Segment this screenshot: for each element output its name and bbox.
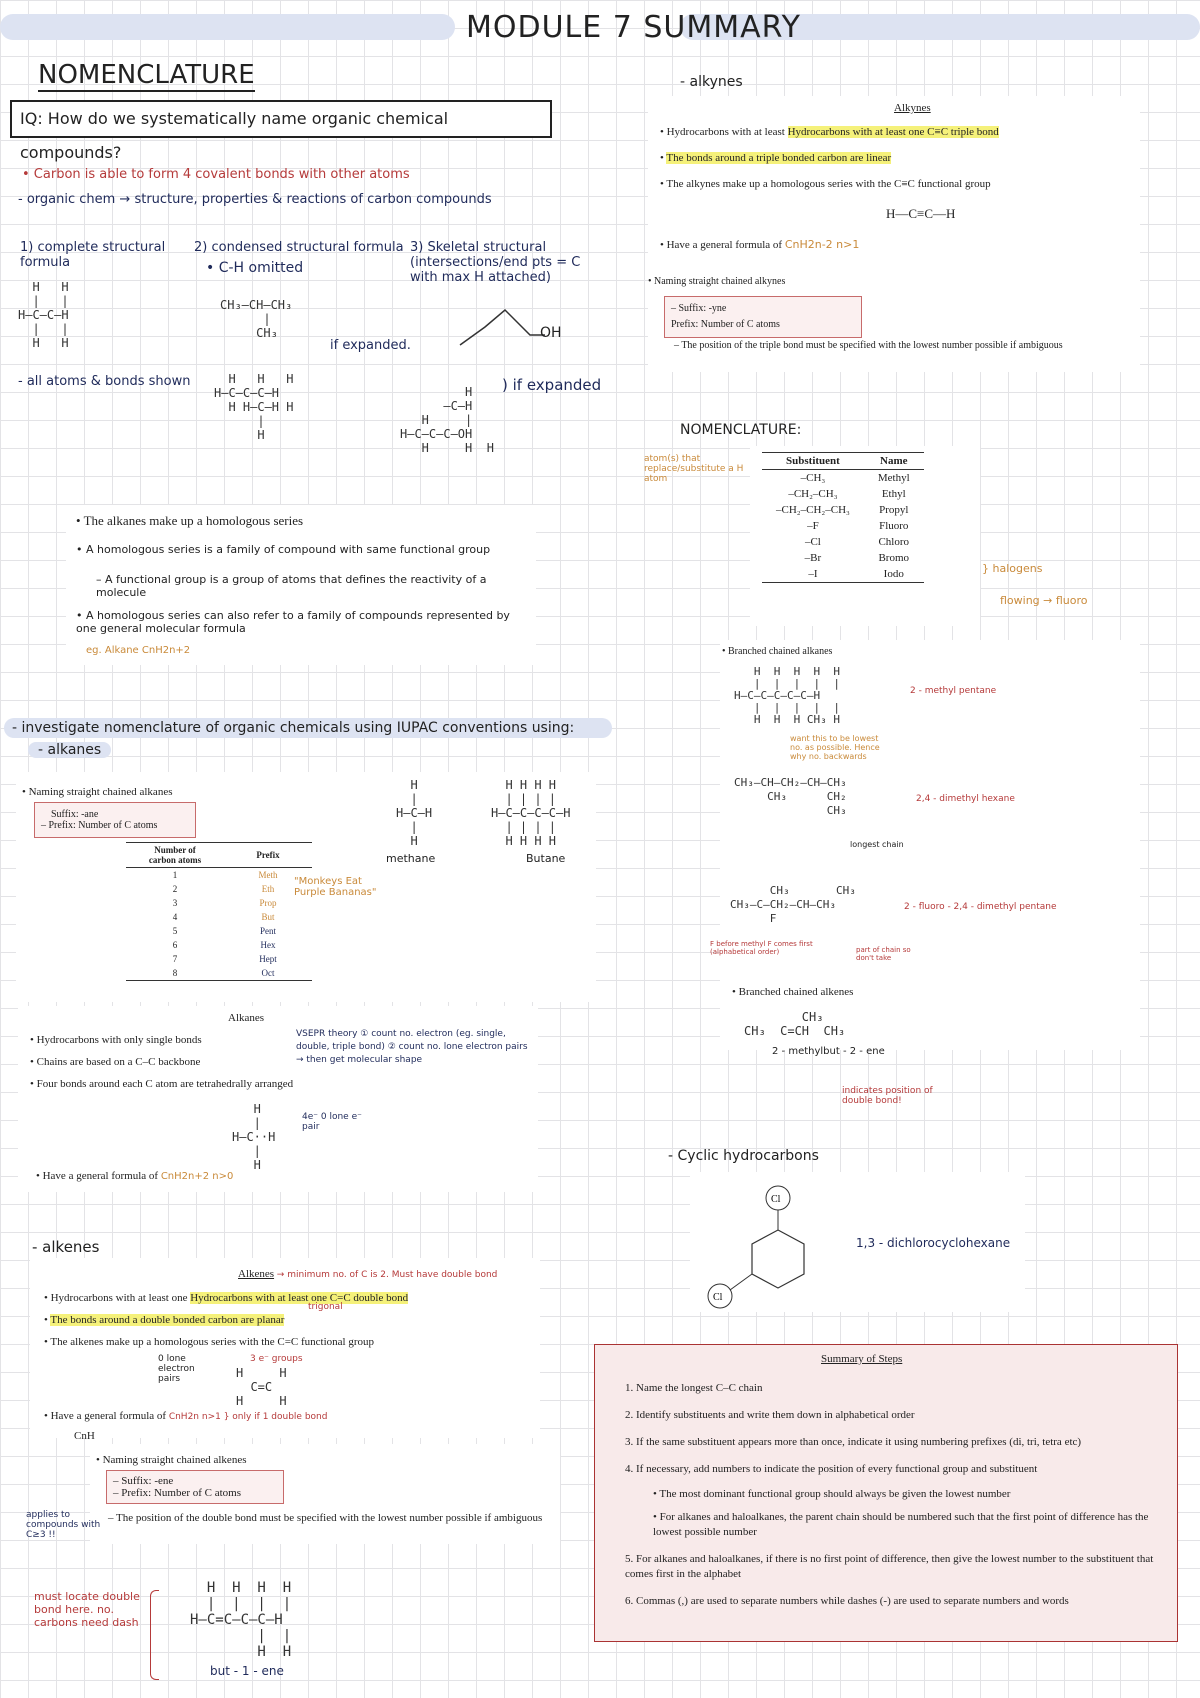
table-cell: –CH₂–CH₂–CH₃: [776, 504, 850, 516]
dichlorocyclohexane-structure: [700, 1180, 830, 1310]
formula2-title: 2) condensed structural formula: [194, 240, 404, 255]
table-cell: Propyl: [879, 504, 909, 516]
branched-card: • Branched chained alkanes H H H H H | | | | | H—C—C—C—C—C—H | | | | | H H H CH₃ H 2 - methyl pentane want this to be lowest no. as possible. Hence why no. backwards CH₃—CH—CH₂—CH—CH₃ CH₃ CH₂ CH₃ 2,4 - dimethyl hexane longest chain CH₃ CH₃ CH₃—C—CH₂—CH—CH₃ F 2 - fluoro - 2,4 - dimethyl pentane F before methyl F comes first (alphabetical order) part of chain so don't take • Branched chained alkenes CH₃ CH₃ C=CH CH₃ 2 - methylbut - 2 - ene: [720, 640, 1140, 1050]
substituent-note: atom(s) that replace/substitute a H atom: [644, 454, 744, 484]
table-cell: –I: [808, 568, 818, 580]
table-cell: 8: [172, 968, 178, 978]
alkyne-prefix: Prefix: Number of C atoms: [671, 319, 780, 330]
table-cell: –CH₃: [800, 472, 826, 484]
prefix-table-header-count: Number of carbon atoms: [148, 845, 202, 865]
halogens-note: } halogens: [982, 562, 1043, 575]
table-cell: 1: [172, 870, 178, 880]
summary-card: Summary of Steps 1. Name the longest C–C chain 2. Identify substituents and write them down in alphabetical order 3. If the same substituent appears more than once, indicate it using numbering prefixes (di, tri, tetra etc) 4. If necessary, add numbers to indicate the position of every functional group and substituent • The most dominant functional group should always be given the lowest number • For alkanes and haloalkanes, the parent chain should be numbered such that the first point of difference has the lowest possible number 5. For alkanes and haloalkanes, if there is no first point of difference, then give the lowest number to the substituent that comes first in the alphabet 6. Commas (,) are used to separate numbers while dashes (-) are used to separate numbers and words: [594, 1344, 1178, 1642]
alkyne-formula: Have a general formula of: [666, 239, 783, 251]
ex3-note-1: F before methyl F comes first (alphabetical order): [710, 940, 813, 956]
alkanes-label: - alkanes: [28, 742, 111, 758]
ex3-note-2: part of chain so don't take: [856, 946, 911, 962]
table-cell: 4: [172, 912, 178, 922]
alkene-formula-hand: CnH2n n>1 } only if 1 double bond: [168, 1412, 328, 1422]
branched-alkenes-title: Branched chained alkenes: [738, 986, 854, 998]
table-cell: Hept: [259, 954, 277, 964]
trigonal-note: trigonal: [308, 1302, 343, 1312]
alkynes-card: Alkynes • Hydrocarbons with at least Hydrocarbons with at least one C≡C triple bond • The bonds around a triple bonded carbon are linear • The alkynes make up a homologous series with the C≡C functional group H—C≡C—H • Have a general formula of CnH2n-2 n>1 • Naming straight chained alkynes – Suffix: -yne Prefix: Number of C atoms – The position of the triple bond must be specified with the lowest number possible if ambiguous: [648, 96, 1140, 372]
branched-alkanes-title: • Branched chained alkanes: [722, 646, 833, 657]
alkene-naming-card: • Naming straight chained alkenes – Suffix: -ene – Prefix: Number of C atoms – The position of the double bond must be specified with the lowest number possible if ambiguous: [90, 1444, 560, 1544]
butane-label: Butane: [526, 852, 566, 865]
summary-title: Summary of Steps: [821, 1353, 903, 1365]
alkane-suffix: Suffix: -ane: [51, 809, 99, 820]
table-cell: Oct: [261, 968, 275, 978]
prefix-table: [126, 842, 312, 981]
alkene-point-1: Hydrocarbons with at least one C=C double bond: [190, 1292, 409, 1304]
homologous-point-4: A homologous series can also refer to a family of compounds represented by one general molecular formula: [76, 609, 510, 635]
methylbutene-structure: CH₃ CH₃ C=CH CH₃: [744, 1010, 846, 1038]
step-3: If the same substituent appears more than once, indicate it using numbering prefixes (di, tri, tetra etc): [636, 1436, 1082, 1448]
table-cell: Pent: [259, 926, 276, 936]
alkene-cnh: CnH: [74, 1430, 95, 1442]
oh-label: OH: [540, 325, 562, 341]
fluorodimethylpentane-structure: CH₃ CH₃ CH₃—C—CH₂—CH—CH₃ F: [730, 884, 856, 925]
table-cell: Hex: [260, 940, 276, 950]
expanded-skeletal-formula: H —C—H H | H—C—C—C—OH H H H: [400, 385, 494, 455]
alkene-naming-title: Naming straight chained alkenes: [102, 1454, 247, 1466]
ex2-note: longest chain: [850, 840, 904, 849]
if-expanded-note: if expanded.: [330, 338, 411, 353]
homologous-point-2: A homologous series is a family of compound with same functional group: [86, 543, 491, 556]
alkanes-title: Alkanes: [228, 1012, 265, 1024]
alkyne-suffix: – Suffix: -yne: [671, 303, 727, 314]
formula2-note: • C-H omitted: [206, 260, 304, 276]
cyclic-label: - Cyclic hydrocarbons: [668, 1148, 819, 1164]
alkynes-label: - alkynes: [680, 74, 743, 90]
substituent-heading: NOMENCLATURE:: [680, 422, 802, 438]
alkene-position: – The position of the double bond must be specified with the lowest number possible if ambiguous: [108, 1512, 543, 1524]
formula3-title: 3) Skeletal structural (intersections/end pts = C with max H attached): [410, 240, 581, 285]
inquiry-question: IQ: How do we systematically name organic chemical compounds?: [10, 100, 552, 138]
step-1: Name the longest C–C chain: [636, 1382, 763, 1394]
methane-label: methane: [386, 852, 436, 865]
alkyne-naming-title: Naming straight chained alkynes: [654, 276, 786, 287]
step-4-sub-2: For alkanes and haloalkanes, the parent chain should be numbered such that the first point of difference has the lowest possible number: [653, 1511, 1149, 1538]
alkene-suffix: – Suffix: -ene: [113, 1475, 174, 1487]
step-5: For alkanes and haloalkanes, if there is no first point of difference, then give the lowest number to the substituent that comes first in the alphabet: [625, 1553, 1154, 1580]
carbon-bullet: • Carbon is able to form 4 covalent bonds with other atoms: [22, 167, 410, 182]
lone-pairs-note: 0 lone electron pairs: [158, 1354, 195, 1384]
ex1-name: 2 - methyl pentane: [910, 686, 997, 696]
table-cell: Prop: [259, 898, 277, 908]
alkanes-card: Alkanes • Hydrocarbons with only single bonds • Chains are based on a C–C backbone • Four bonds around each C atom are tetrahedrally arranged VSEPR theory ① count no. electron (eg. single, double, triple bond) ② count no. lone electron pairs → then get molecular shape H | H—C··H | H 4e⁻ 0 lone e⁻ pair • Have a general formula of CnH2n+2 n>0: [18, 1006, 538, 1192]
alkene-formula: Have a general formula of: [50, 1410, 167, 1422]
table-cell: 7: [172, 954, 178, 964]
alkane-formula-hand: CnH2n+2 n>0: [160, 1171, 234, 1182]
ethene-structure: H H C=C H H: [236, 1366, 287, 1408]
step-2: Identify substituents and write them down in alphabetical order: [636, 1409, 915, 1421]
alkyne-point-2: The bonds around a triple bonded carbon are linear: [666, 152, 892, 164]
tetrahedral-structure: H | H—C··H | H: [232, 1102, 276, 1172]
methylpentane-structure: H H H H H | | | | | H—C—C—C—C—C—H | | | | | H H H CH₃ H: [734, 665, 840, 726]
dimethylhexane-structure: CH₃—CH—CH₂—CH—CH₃ CH₃ CH₂ CH₃: [734, 776, 847, 817]
ex3-name: 2 - fluoro - 2,4 - dimethyl pentane: [904, 902, 1057, 912]
alkane-formula: Have a general formula of: [42, 1170, 159, 1182]
alkenes-title-note: → minimum no. of C is 2. Must have double bond: [276, 1270, 498, 1280]
alkenes-label: - alkenes: [32, 1238, 100, 1256]
alkenes-title: Alkenes: [238, 1268, 275, 1280]
alkane-point-2: Chains are based on a C–C backbone: [36, 1056, 201, 1068]
alkane-prefix: – Prefix: Number of C atoms: [41, 820, 158, 831]
substituent-header: Substituent: [786, 455, 840, 467]
alkane-naming-card: • Naming straight chained alkanes Suffix: -ane – Prefix: Number of C atoms H | H—C—H | H methane H H H H | | | | H—C—C—C—C—H | | | | H H H H Butane Number of carbon atoms Prefix 1 Meth 2 Eth 3 Prop 4 But 5 Pent 6 Hex 7 Hept 8 Oct "Monkeys Eat Purple Bananas": [16, 772, 596, 1002]
vsepr-note: VSEPR theory ① count no. electron (eg. single, double, triple bond) ② count no. lone electron pairs → then get molecular shape: [296, 1029, 528, 1065]
branched-alkene-note: indicates position of double bond!: [842, 1086, 933, 1106]
alkyne-point-1: Hydrocarbons with at least one C≡C triple bond: [787, 126, 999, 138]
homologous-point-1: The alkanes make up a homologous series: [83, 513, 304, 528]
skeletal-structure: [450, 305, 550, 350]
table-cell: 5: [172, 926, 178, 936]
alkyne-naming-box: [664, 296, 862, 338]
if-expanded-note-2: ) if expanded: [502, 376, 602, 394]
alkane-naming-box: [34, 802, 196, 838]
mnemonic-note: "Monkeys Eat Purple Bananas": [294, 876, 377, 898]
alkene-naming-box: [106, 1470, 284, 1504]
step-4-sub-1: The most dominant functional group should always be given the lowest number: [659, 1488, 1011, 1500]
table-cell: –Cl: [804, 536, 821, 548]
svg-text:Cl: Cl: [771, 1194, 781, 1205]
groups-note: 3 e⁻ groups: [250, 1354, 303, 1364]
table-cell: Eth: [261, 884, 275, 894]
alkene-point-3: The alkenes make up a homologous series with the C=C functional group: [50, 1336, 375, 1348]
table-cell: But: [261, 912, 275, 922]
title-bar-left: [0, 14, 455, 40]
table-cell: –Br: [804, 552, 822, 564]
butane-structure: H H H H | | | | H—C—C—C—C—H | | | | H H H H: [491, 778, 571, 848]
ex2-name: 2,4 - dimethyl hexane: [916, 794, 1015, 804]
organic-chem-bullet: - organic chem → structure, properties & reactions of carbon compounds: [18, 192, 492, 207]
ex1-note: want this to be lowest no. as possible. Hence why no. backwards: [790, 734, 880, 761]
alkane-naming-title: Naming straight chained alkanes: [28, 786, 173, 798]
alkene-prefix: – Prefix: Number of C atoms: [113, 1487, 242, 1499]
expanded-condensed-formula: H H H H—C—C—C—H H H—C—H H | H: [214, 372, 294, 442]
butene-structure: H H H H | | | | H—C=C—C—C—H | | H H: [190, 1580, 292, 1660]
homologous-card: • The alkanes make up a homologous series • A homologous series is a family of compound with same functional group – A functional group is a group of atoms that defines the reactivity of a molecule • A homologous series can also refer to a family of compounds represented by one general molecular formula eg. Alkane CnH2n+2: [66, 505, 536, 665]
cyclic-name: 1,3 - dichlorocyclohexane: [856, 1236, 1011, 1250]
prefix-table-header-prefix: Prefix: [256, 850, 280, 860]
alkane-point-3: Four bonds around each C atom are tetrahedrally arranged: [36, 1078, 294, 1090]
page-title: MODULE 7 SUMMARY: [466, 10, 801, 45]
formula1-note: - all atoms & bonds shown: [18, 374, 191, 389]
alkyne-formula-hand: CnH2n-2 n>1: [784, 238, 860, 251]
substituent-table: [762, 452, 924, 583]
table-cell: Bromo: [878, 552, 910, 564]
table-cell: Ethyl: [881, 488, 906, 500]
table-cell: 6: [172, 940, 178, 950]
branched-alkene-name: 2 - methylbut - 2 - ene: [772, 1046, 885, 1057]
table-cell: –CH₂–CH₃: [788, 488, 838, 500]
formula1-title: 1) complete structural formula: [20, 240, 166, 270]
table-cell: Fluoro: [879, 520, 909, 532]
ethyne-structure: H—C≡C—H: [886, 206, 956, 221]
locate-bracket: [150, 1590, 159, 1680]
homologous-example: eg. Alkane CnH2n+2: [86, 645, 191, 656]
butene-label: but - 1 - ene: [210, 1664, 284, 1678]
alkenes-card: Alkenes → minimum no. of C is 2. Must have double bond • Hydrocarbons with at least one Hydrocarbons with at least one C=C double bond trigonal • The bonds around a double bonded carbon are planar • The alkenes make up a homologous series with the C=C functional group 0 lone electron pairs 3 e⁻ groups H H C=C H H • Have a general formula of CnH2n n>1 } only if 1 double bond CnH: [30, 1258, 540, 1438]
name-header: Name: [880, 455, 908, 467]
locate-note: must locate double bond here. no. carbons need dash: [34, 1590, 140, 1629]
table-cell: Methyl: [877, 472, 910, 484]
table-cell: 3: [172, 898, 178, 908]
step-6: Commas (,) are used to separate numbers while dashes (-) are used to separate numbers and words: [636, 1595, 1069, 1607]
nomenclature-heading: NOMENCLATURE: [38, 60, 255, 90]
alkynes-title: Alkynes: [894, 102, 931, 114]
investigate-heading: - investigate nomenclature of organic chemicals using IUPAC conventions using:: [4, 718, 612, 738]
table-cell: Meth: [258, 870, 278, 880]
methane-structure: H | H—C—H | H: [396, 778, 433, 848]
alkyne-position: – The position of the triple bond must be specified with the lowest number possible if ambiguous: [674, 340, 1063, 351]
table-cell: Iodo: [883, 568, 904, 580]
alkyne-point-3: The alkynes make up a homologous series with the C≡C functional group: [666, 178, 991, 190]
table-cell: 2: [172, 884, 178, 894]
table-cell: –F: [807, 520, 819, 532]
flowing-note: flowing → fluoro: [1000, 594, 1088, 607]
tetra-note: 4e⁻ 0 lone e⁻ pair: [302, 1112, 362, 1132]
condensed-structural-formula: CH₃—CH—CH₃ | CH₃: [220, 298, 293, 340]
table-cell: Chloro: [878, 536, 910, 548]
alkane-point-1: Hydrocarbons with only single bonds: [36, 1034, 202, 1046]
applies-note: applies to compounds with C≥3 !!: [26, 1510, 101, 1540]
alkene-point-2: The bonds around a double bonded carbon are planar: [50, 1314, 285, 1326]
homologous-point-3: – A functional group is a group of atoms that defines the reactivity of a molecule: [96, 573, 487, 599]
complete-structural-formula: H H | | H—C—C—H | | H H: [18, 280, 69, 350]
step-4: If necessary, add numbers to indicate the position of every functional group and substituent: [636, 1463, 1038, 1475]
svg-text:Cl: Cl: [713, 1292, 723, 1303]
